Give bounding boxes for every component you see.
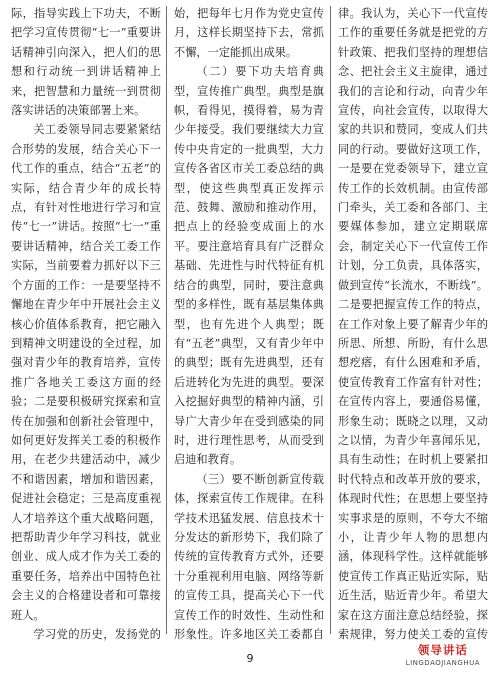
column-divider bbox=[166, 6, 167, 634]
paragraph: （三）要不断创新宣传载体，探索宣传工作规律。在科学技术迅猛发展、信息技术十分发达的新形势下，我们除了传统的宣传教育方式外，还要十分重视利用电脑、网络等新的宣传工具，提高关心下一代宣传工作的时效性、生动性和形象性。许多地区关工委都自 bbox=[174, 472, 324, 641]
paragraph: 律。我认为，关心下一代宣传工作的重要任务就是把党的方针政策、把我们坚持的理想信念、把社会主义主旋律，通过我们的言论和行动，向青少年宣传，向社会宣传，以取得大家的共识和赞同，变成人们共同的行动。要做好这项工作，一是要在党委领导下，建立宣传工作的长效机制。由宣传部门牵头，关工委和各部门、主要媒体参加，建立定期联席会，制定关心下一代宣传工作计划，分工负责，具体落实，做到宣传“长流水，不断线”。二是要把握宣传工作的特点，在工作对象上要了解青少年的所思、所想、所盼，有什么思想疙瘩，有什么困难和矛盾，使宣传教育工作富有针对性；在宣传内容上，要通俗易懂，形象生动；既晓之以理，又动之以情，为青少年喜闻乐见，具有生动性；在时机上要紧扣时代特点和改革开放的要求，体现时代性；在思想上要坚持实事求是的原则，不夸大不缩小，让青少年人物的思想内涵，体现科学性。这样就能够使宣传工作真正贴近实际，贴近生活，贴近青少年。希望大家在这方面注意总结经验，探索规律，努力使关工委的宣传 bbox=[338, 7, 488, 641]
brand-title: 领导讲话 bbox=[417, 643, 468, 657]
section-brand-logo bbox=[406, 642, 480, 667]
brand-pinyin: LINGDAOJIANGHUA bbox=[405, 659, 480, 667]
column-divider bbox=[330, 6, 331, 634]
text-column-right bbox=[338, 4, 488, 644]
text-column-middle bbox=[174, 4, 324, 644]
text-column-left bbox=[11, 4, 161, 644]
page-number: 9 bbox=[246, 652, 254, 665]
paragraph: 关工委领导同志要紧紧结合形势的发展，结合关心下一代工作的重点，结合“五老”的实际，结合青少年的成长特点，有针对性地进行学习和宣传“七一”讲话。按照“七一”重要讲话精神，结合关工委工作实际，当前要着力抓好以下三个方面的工作：一是要坚持不懈地在青少年中开展社会主义核心价值体系教育，把它融入到精神文明建设的全过程，加强对青少年的教育培养，宣传推广各地关工委这方面的经验；二是要积极研究探索和宣传在加强和创新社会管理中，如何更好发挥关工委的积极作用，在老少共建活动中，减少不和谐因素，增加和谐因素，促进社会稳定；三是高度重视人才培养这个重大战略问题，把帮助青少年学习科技，就业创业、成人成才作为关工委的重要任务，培养出中国特色社会主义的合格建设者和可靠接班人。 bbox=[11, 123, 161, 622]
paragraph: 学习党的历史，发扬党的 bbox=[33, 628, 161, 641]
paragraph: 始，把每年七月作为党史宣传月，这样长期坚持下去，常抓不懈，一定能抓出成果。 bbox=[174, 7, 324, 59]
paragraph: 际，指导实践上下功夫，不断把学习宣传贯彻“七一”重要讲话精神引向深入，把人们的思想和行动统一到讲话精神上来，把智慧和力量统一到贯彻落实讲话的决策部署上来。 bbox=[11, 7, 161, 118]
paragraph: （二）要下功夫培育典型，宣传推广典型。典型是旗帜，看得见，摸得着，易为青少年接受。我们要继续大力宣传中央肯定的一批典型，大力宣传各省区市关工委总结的典型，使这些典型真正发挥示范、鼓舞、激励和推动作用，把点上的经验变成面上的水平。要注意培育具有广泛群众基础、先进性与时代特征有机结合的典型，同时，要注意典型的多样性，既有基层集体典型，也有先进个人典型；既有“五老”典型，又有青少年中的典型；既有先进典型，还有后进转化为先进的典型。要深入挖掘好典型的精神内涵，引导广大青少年在受到感染的同时，进行理性思考，从而受到启迪和教育。 bbox=[174, 65, 324, 467]
